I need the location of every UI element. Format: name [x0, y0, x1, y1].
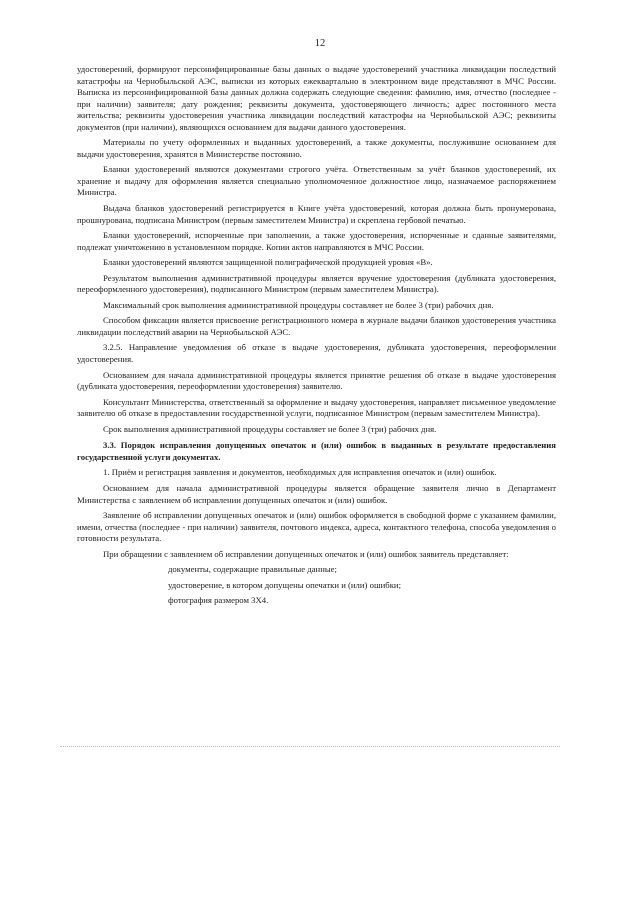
document-body	[77, 64, 556, 611]
paragraph-8: Максимальный срок выполнения административной процедуры составляет не более 3 (три) рабочих дня.	[103, 299, 494, 310]
paragraph-12: Консультант Министерства, ответственный за оформление и выдачу удостоверения, направляет письменное уведомление заявителю об отказе в предоставлении государственной услуги, подписанное Министром (первым заместителем Министра).	[77, 396, 556, 419]
paragraph-7: Результатом выполнения административной процедуры является вручение удостоверения (дубликата удостоверения, переоформленного удостоверения), подписанного Министром (первым заместителем Министра).	[77, 272, 556, 295]
paragraph-16: Основанием для начала административной процедуры является обращение заявителя лично в Департамент Министерства с заявлением об исправлении допущенных опечаток и (или) ошибок.	[77, 482, 556, 505]
page-number: 12	[314, 38, 326, 49]
paragraph-10: 3.2.5. Направление уведомления об отказе в выдаче удостоверения, дубликата удостоверения, переоформлении удостоверения.	[77, 342, 556, 365]
paragraph-13: Срок выполнения административной процедуры составляет не более 3 (три) рабочих дня.	[103, 423, 437, 434]
paragraph-18: При обращении с заявлением об исправлении допущенных опечаток и (или) ошибок заявитель представляет:	[103, 548, 509, 559]
paragraph-6: Бланки удостоверений являются защищенной полиграфической продукцией уровня «В».	[103, 257, 433, 268]
paragraph-9: Способом фиксации является присвоение регистрационного номера в журнале выдачи бланков удостоверения участника ликвидации последствий аварии на Чернобыльской АЭС.	[77, 315, 556, 337]
list-item: фотография размером 3Х4.	[168, 595, 269, 606]
paragraph-17: Заявление об исправлении допущенных опечаток и (или) ошибок оформляется в свободной форме с указанием фамилии, имени, отчества (последнее - при наличии) заявителя, почтового индекса, адреса, контактного телефона, способа уведомления о готовности результата.	[77, 510, 556, 544]
paragraph-15: 1. Приём и регистрация заявления и документов, необходимых для исправления опечаток и (или) ошибок.	[103, 467, 497, 478]
paragraph-5: Бланки удостоверений, испорченные при заполнении, а также удостоверения, испорченные и сданные заявителями, подлежат уничтожению в установленном порядке. Копии актов направляются в МЧС России.	[77, 230, 556, 252]
list-item: документы, содержащие правильные данные;	[168, 564, 337, 575]
footer-divider	[60, 746, 560, 747]
paragraph-2: Материалы по учету оформленных и выданных удостоверений, а также документы, послужившие основанием для выдачи удостоверения, хранятся в Министерстве постоянно.	[77, 137, 556, 159]
section-heading: 3.3. Порядок исправления допущенных опечаток и (или) ошибок в выданных в результате предоставления государственной услуги документах.	[77, 440, 556, 462]
list-item: удостоверение, в котором допущены опечатки и (или) ошибки;	[168, 579, 401, 590]
paragraph-4: Выдача бланков удостоверений регистрируется в Книге учёта удостоверений, которая должна быть пронумерована, прошнурована, подписана Министром (первым заместителем Министра) и скреплена гербовой печатью.	[77, 203, 556, 225]
paragraph-3: Бланки удостоверений являются документами строгого учёта. Ответственным за учёт бланков удостоверений, их хранение и выдачу для оформления является специально уполномоченное должностное лицо, назначаемое распоряжением Министра.	[77, 164, 556, 198]
paragraph-11: Основанием для начала административной процедуры является принятие решения об отказе в выдаче удостоверения (дубликата удостоверения, переоформлении удостоверения) заявителю.	[77, 369, 556, 392]
paragraph-1: удостоверений, формируют персонифицированные базы данных о выдаче удостоверений участника ликвидации последствий катастрофы на Чернобыльской АЭС, выписки из которых ежеквартально в электронном виде представляют в МЧС России. Выписка из персонифицированной базы данных должна содержать следующие сведения: фамилию, имя, отчество (последнее - при наличии) заявителя; дату рождения; реквизиты документа, удостоверяющего личность; адрес постоянного места жительства; реквизиты удостоверения участника ликвидации последствий катастрофы на Чернобыльской АЭС; реквизиты документов (при наличии), являющихся основанием для выдачи данного удостоверения.	[77, 64, 556, 132]
